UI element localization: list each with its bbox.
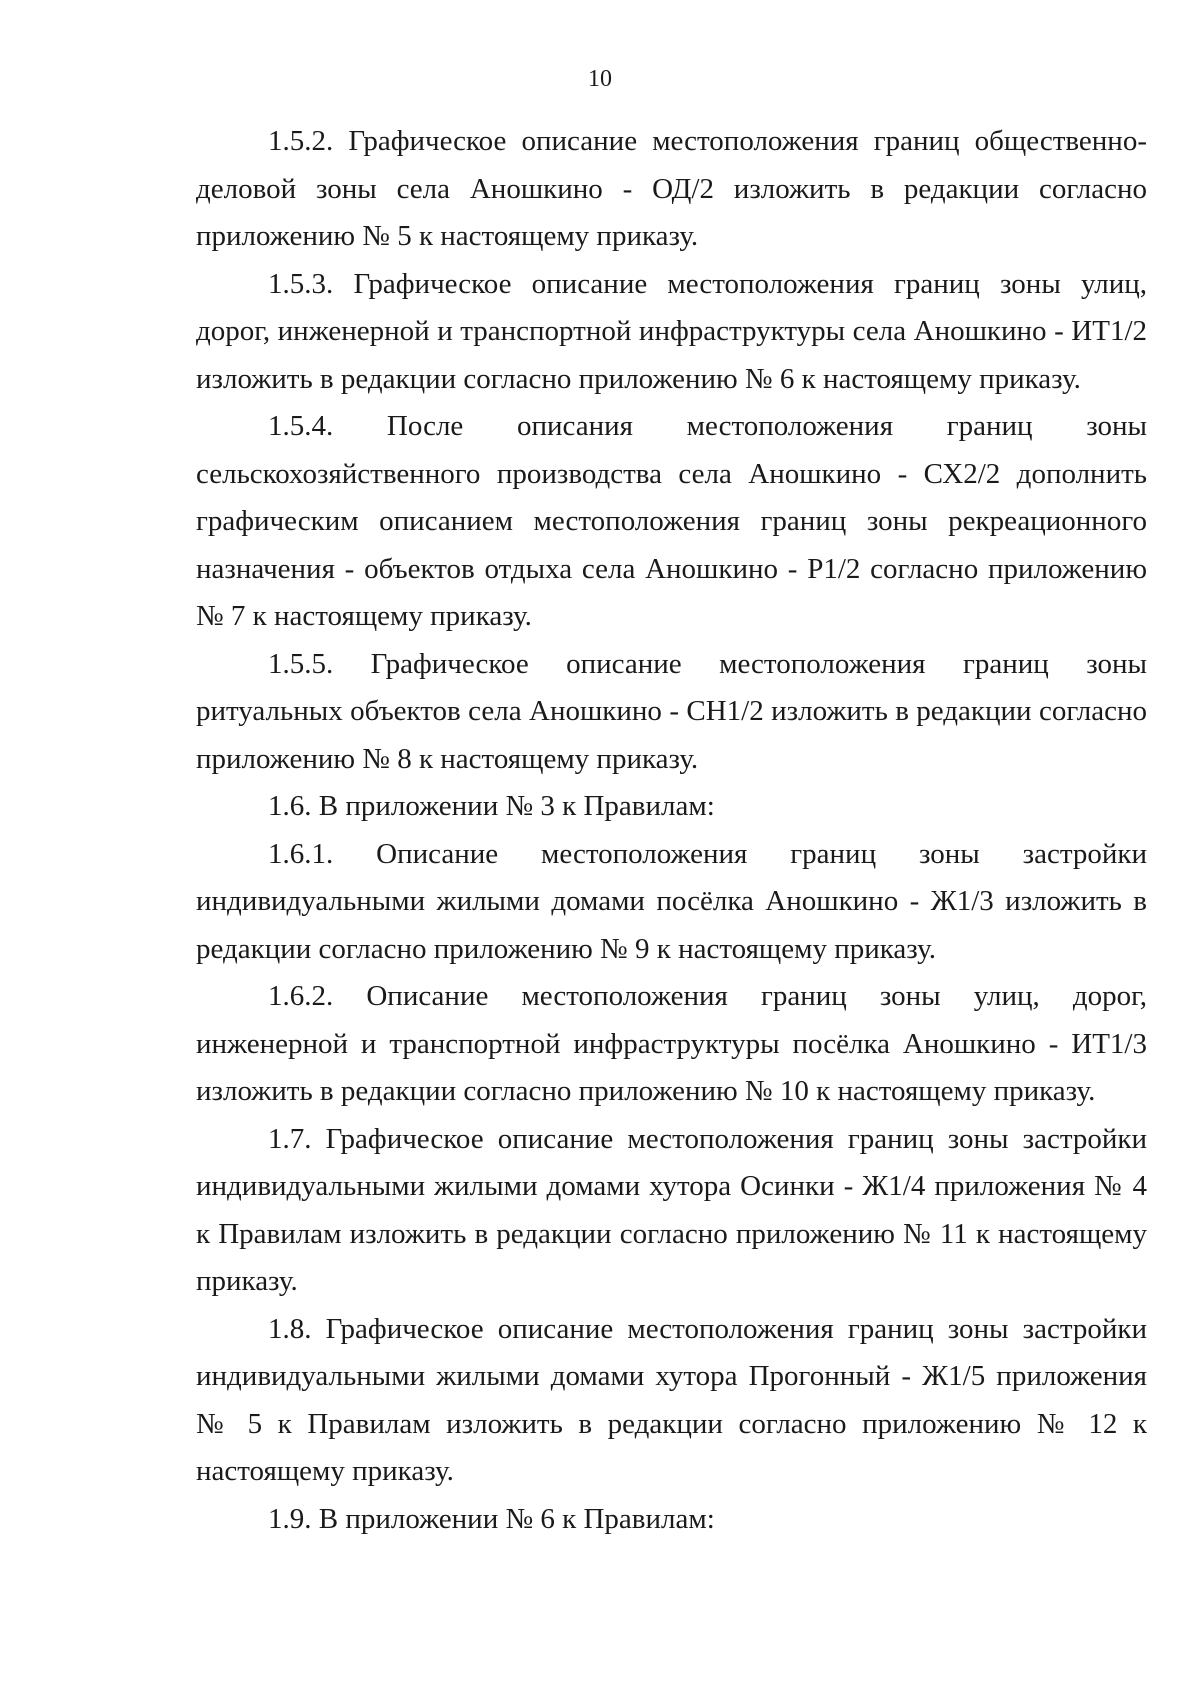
paragraph-1-6-2: 1.6.2. Описание местоположения границ зоны улиц, дорог, инженерной и транспортной инфраструктуры посёлка Аношкино - ИТ1/3 изложить в редакции согласно приложению № 10 к настоящему приказу. — [196, 980, 1147, 1107]
page-number: 10 — [588, 66, 612, 92]
paragraph-1-7: 1.7. Графическое описание местоположения границ зоны застройки индивидуальными жилыми домами хутора Осинки - Ж1/4 приложения № 4 к Правилам изложить в редакции согласно приложению № 11 к настоящему приказу. — [196, 1122, 1147, 1297]
paragraph-1-6-1: 1.6.1. Описание местоположения границ зоны застройки индивидуальными жилыми домами посёлка Аношкино - Ж1/3 изложить в редакции согласно приложению № 9 к настоящему приказу. — [196, 837, 1147, 965]
paragraph-1-5-2: 1.5.2. Графическое описание местоположения границ общественно-деловой зоны села Аношкино - ОД/2 изложить в редакции согласно приложению № 5 к настоящему приказу. — [196, 125, 1147, 252]
document-body — [196, 118, 1147, 1543]
paragraph-1-5-4: 1.5.4. После описания местоположения границ зоны сельскохозяйственного производства села Аношкино - СХ2/2 дополнить графическим описанием местоположения границ зоны рекреационного назначения - объектов отдыха села Аношкино - Р1/2 согласно приложению № 7 к настоящему приказу. — [196, 410, 1147, 632]
paragraph-1-8: 1.8. Графическое описание местоположения границ зоны застройки индивидуальными жилыми домами хутора Прогонный - Ж1/5 приложения № 5 к Правилам изложить в редакции согласно приложению № 12 к настоящему приказу. — [196, 1312, 1147, 1487]
paragraph-1-5-3: 1.5.3. Графическое описание местоположения границ зоны улиц, дорог, инженерной и транспортной инфраструктуры села Аношкино - ИТ1/2 изложить в редакции согласно приложению № 6 к настоящему приказу. — [196, 267, 1147, 395]
paragraph-1-5-5: 1.5.5. Графическое описание местоположения границ зоны ритуальных объектов села Аношкино - СН1/2 изложить в редакции согласно приложению № 8 к настоящему приказу. — [196, 647, 1147, 775]
paragraph-1-9: 1.9. В приложении № 6 к Правилам: — [268, 1502, 715, 1535]
paragraph-1-6: 1.6. В приложении № 3 к Правилам: — [268, 790, 715, 822]
